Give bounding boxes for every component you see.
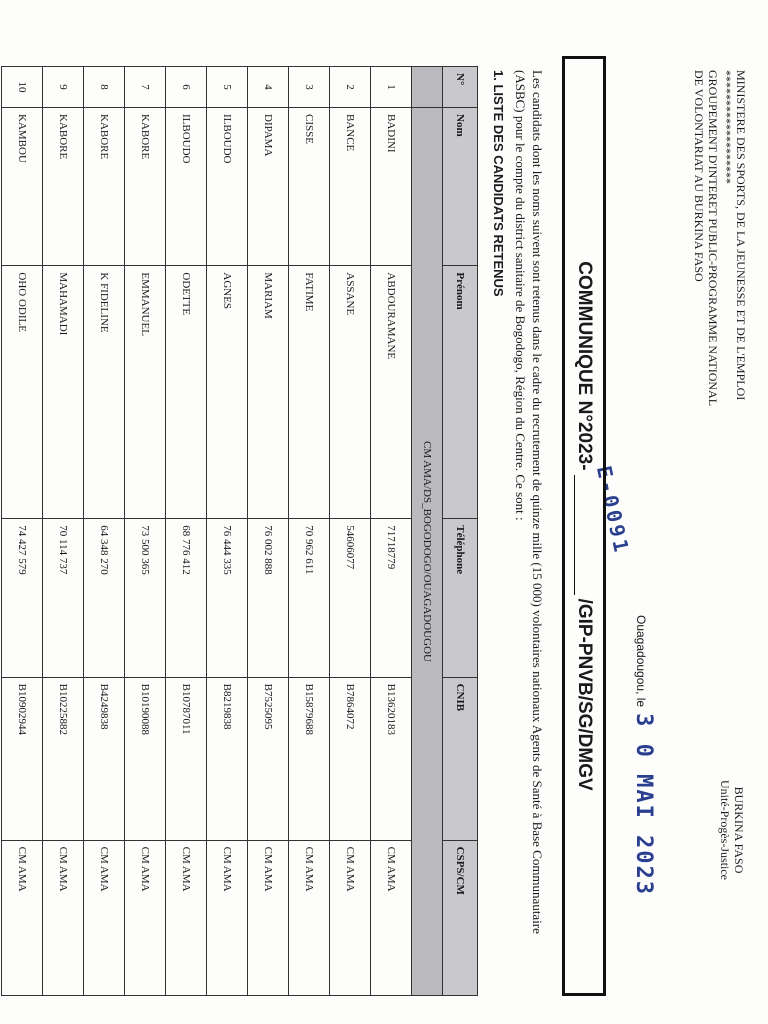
table-row [84, 67, 125, 996]
country-motto: Unité-Progès-Justice [718, 780, 732, 880]
cell-telephone: 73 500 365 [125, 519, 166, 677]
cell-telephone: 64 348 270 [84, 519, 125, 677]
row-number: 1 [371, 67, 412, 108]
cell-csps: CM AMA [207, 840, 248, 995]
cell-nom: KAMBOU [2, 108, 43, 266]
cell-cnib: B10902944 [2, 677, 43, 840]
cell-nom: ILBOUDO [207, 108, 248, 266]
ministry-header [692, 70, 748, 406]
cell-cnib: B13620183 [371, 677, 412, 840]
cell-telephone: 71718779 [371, 519, 412, 677]
row-number: 3 [289, 67, 330, 108]
header-csps: CSPS/CM [443, 840, 478, 995]
cell-prenom: MAHAMADI [43, 266, 84, 519]
table-row [125, 67, 166, 996]
cell-nom: DIPAMA [248, 108, 289, 266]
title-right: /GIP-PNVB/SG/DMGV [574, 598, 595, 791]
cell-cnib: B4249838 [84, 677, 125, 840]
cell-cnib: B15879688 [289, 677, 330, 840]
section-title: 1. LISTE DES CANDIDATS RETENUS [491, 70, 506, 297]
cell-telephone: 74 427 579 [2, 519, 43, 677]
cell-prenom: ODETTE [166, 266, 207, 519]
table-row [248, 67, 289, 996]
header-cnib: CNIB [443, 677, 478, 840]
candidates-table [1, 66, 478, 996]
cell-csps: CM AMA [2, 840, 43, 995]
cell-prenom: AGNES [207, 266, 248, 519]
table-row [2, 67, 43, 996]
header-nom: Nom [443, 108, 478, 266]
cell-cnib: B8219838 [207, 677, 248, 840]
cell-csps: CM AMA [289, 840, 330, 995]
row-number: 7 [125, 67, 166, 108]
cell-nom: KABORE [125, 108, 166, 266]
table-row [166, 67, 207, 996]
header-telephone: Téléphone [443, 519, 478, 677]
cell-cnib: B7864072 [330, 677, 371, 840]
cell-prenom: FATIME [289, 266, 330, 519]
cell-nom: KABORE [43, 108, 84, 266]
date-line [631, 615, 656, 896]
cell-telephone: 76 444 335 [207, 519, 248, 677]
cell-prenom: K FIDELINE [84, 266, 125, 519]
cell-prenom: EMMANUEL [125, 266, 166, 519]
cell-cnib: B10190088 [125, 677, 166, 840]
row-number: 8 [84, 67, 125, 108]
cell-prenom: ABDOURAMANE [371, 266, 412, 519]
row-number: 5 [207, 67, 248, 108]
cell-csps: CM AMA [166, 840, 207, 995]
cell-csps: CM AMA [248, 840, 289, 995]
cell-prenom: MARIAM [248, 266, 289, 519]
title-left: COMMUNIQUE N°2023- [574, 261, 595, 471]
table-row [330, 67, 371, 996]
organization-line: GROUPEMENT D'INTERET PUBLIC-PROGRAMME NATIONAL [706, 70, 720, 407]
communique-title [562, 56, 606, 996]
cell-nom: BADINI [371, 108, 412, 266]
row-number: 9 [43, 67, 84, 108]
cell-telephone: 70 114 737 [43, 519, 84, 677]
table-row [371, 67, 412, 996]
header-prenom: Prénom [443, 266, 478, 519]
row-number: 4 [248, 67, 289, 108]
table-header-row [443, 67, 478, 996]
ministry-line: MINISTERE DES SPORTS, DE LA JEUNESSE ET DE L'EMPLOI [734, 70, 748, 401]
intro-paragraph: Les candidats dont les noms suivent sont retenus dans le cadre du recrutement de quinze mille (15 000) volontaires nationaux Agents de Santé à Base Communautaire (ASBC) pour le compte du district sanitaire de Bogodogo, Région du Centre. Ce sont : [513, 70, 545, 934]
cell-telephone: 70 962 611 [289, 519, 330, 677]
reference-number-stamp: E-0091 [591, 463, 635, 557]
cell-csps: CM AMA [371, 840, 412, 995]
table-row [207, 67, 248, 996]
date-stamp: 3 0 MAI 2023 [631, 713, 656, 897]
organization-line-2: DE VOLONTARIAT AU BURKINA FASO [692, 70, 706, 282]
table-row [289, 67, 330, 996]
date-prefix: Ouagadougou, le [634, 615, 648, 708]
cell-telephone: 76 002 888 [248, 519, 289, 677]
cell-nom: CISSE [289, 108, 330, 266]
cell-prenom: OHO ODILE [2, 266, 43, 519]
separator-stars: ******************* [720, 70, 734, 184]
cell-nom: BANCE [330, 108, 371, 266]
row-number: 2 [330, 67, 371, 108]
cell-nom: ILBOUDO [166, 108, 207, 266]
cell-csps: CM AMA [43, 840, 84, 995]
cell-telephone: 54606077 [330, 519, 371, 677]
cell-nom: KABORE [84, 108, 125, 266]
country-header [718, 780, 746, 880]
group-row [412, 67, 443, 996]
cell-prenom: ASSANE [330, 266, 371, 519]
title-blank [575, 475, 594, 595]
row-number: 6 [166, 67, 207, 108]
cell-telephone: 68 776 412 [166, 519, 207, 677]
row-number: 10 [2, 67, 43, 108]
table-row [43, 67, 84, 996]
cell-csps: CM AMA [330, 840, 371, 995]
cell-cnib: B10787011 [166, 677, 207, 840]
cell-cnib: B10225882 [43, 677, 84, 840]
country-name: BURKINA FASO [732, 786, 746, 874]
cell-csps: CM AMA [125, 840, 166, 995]
cell-csps: CM AMA [84, 840, 125, 995]
cell-cnib: B7525095 [248, 677, 289, 840]
group-label: CM AMA/DS_BOGODOGO/OUAGADOUGOU [412, 108, 443, 996]
header-number: N° [443, 67, 478, 108]
